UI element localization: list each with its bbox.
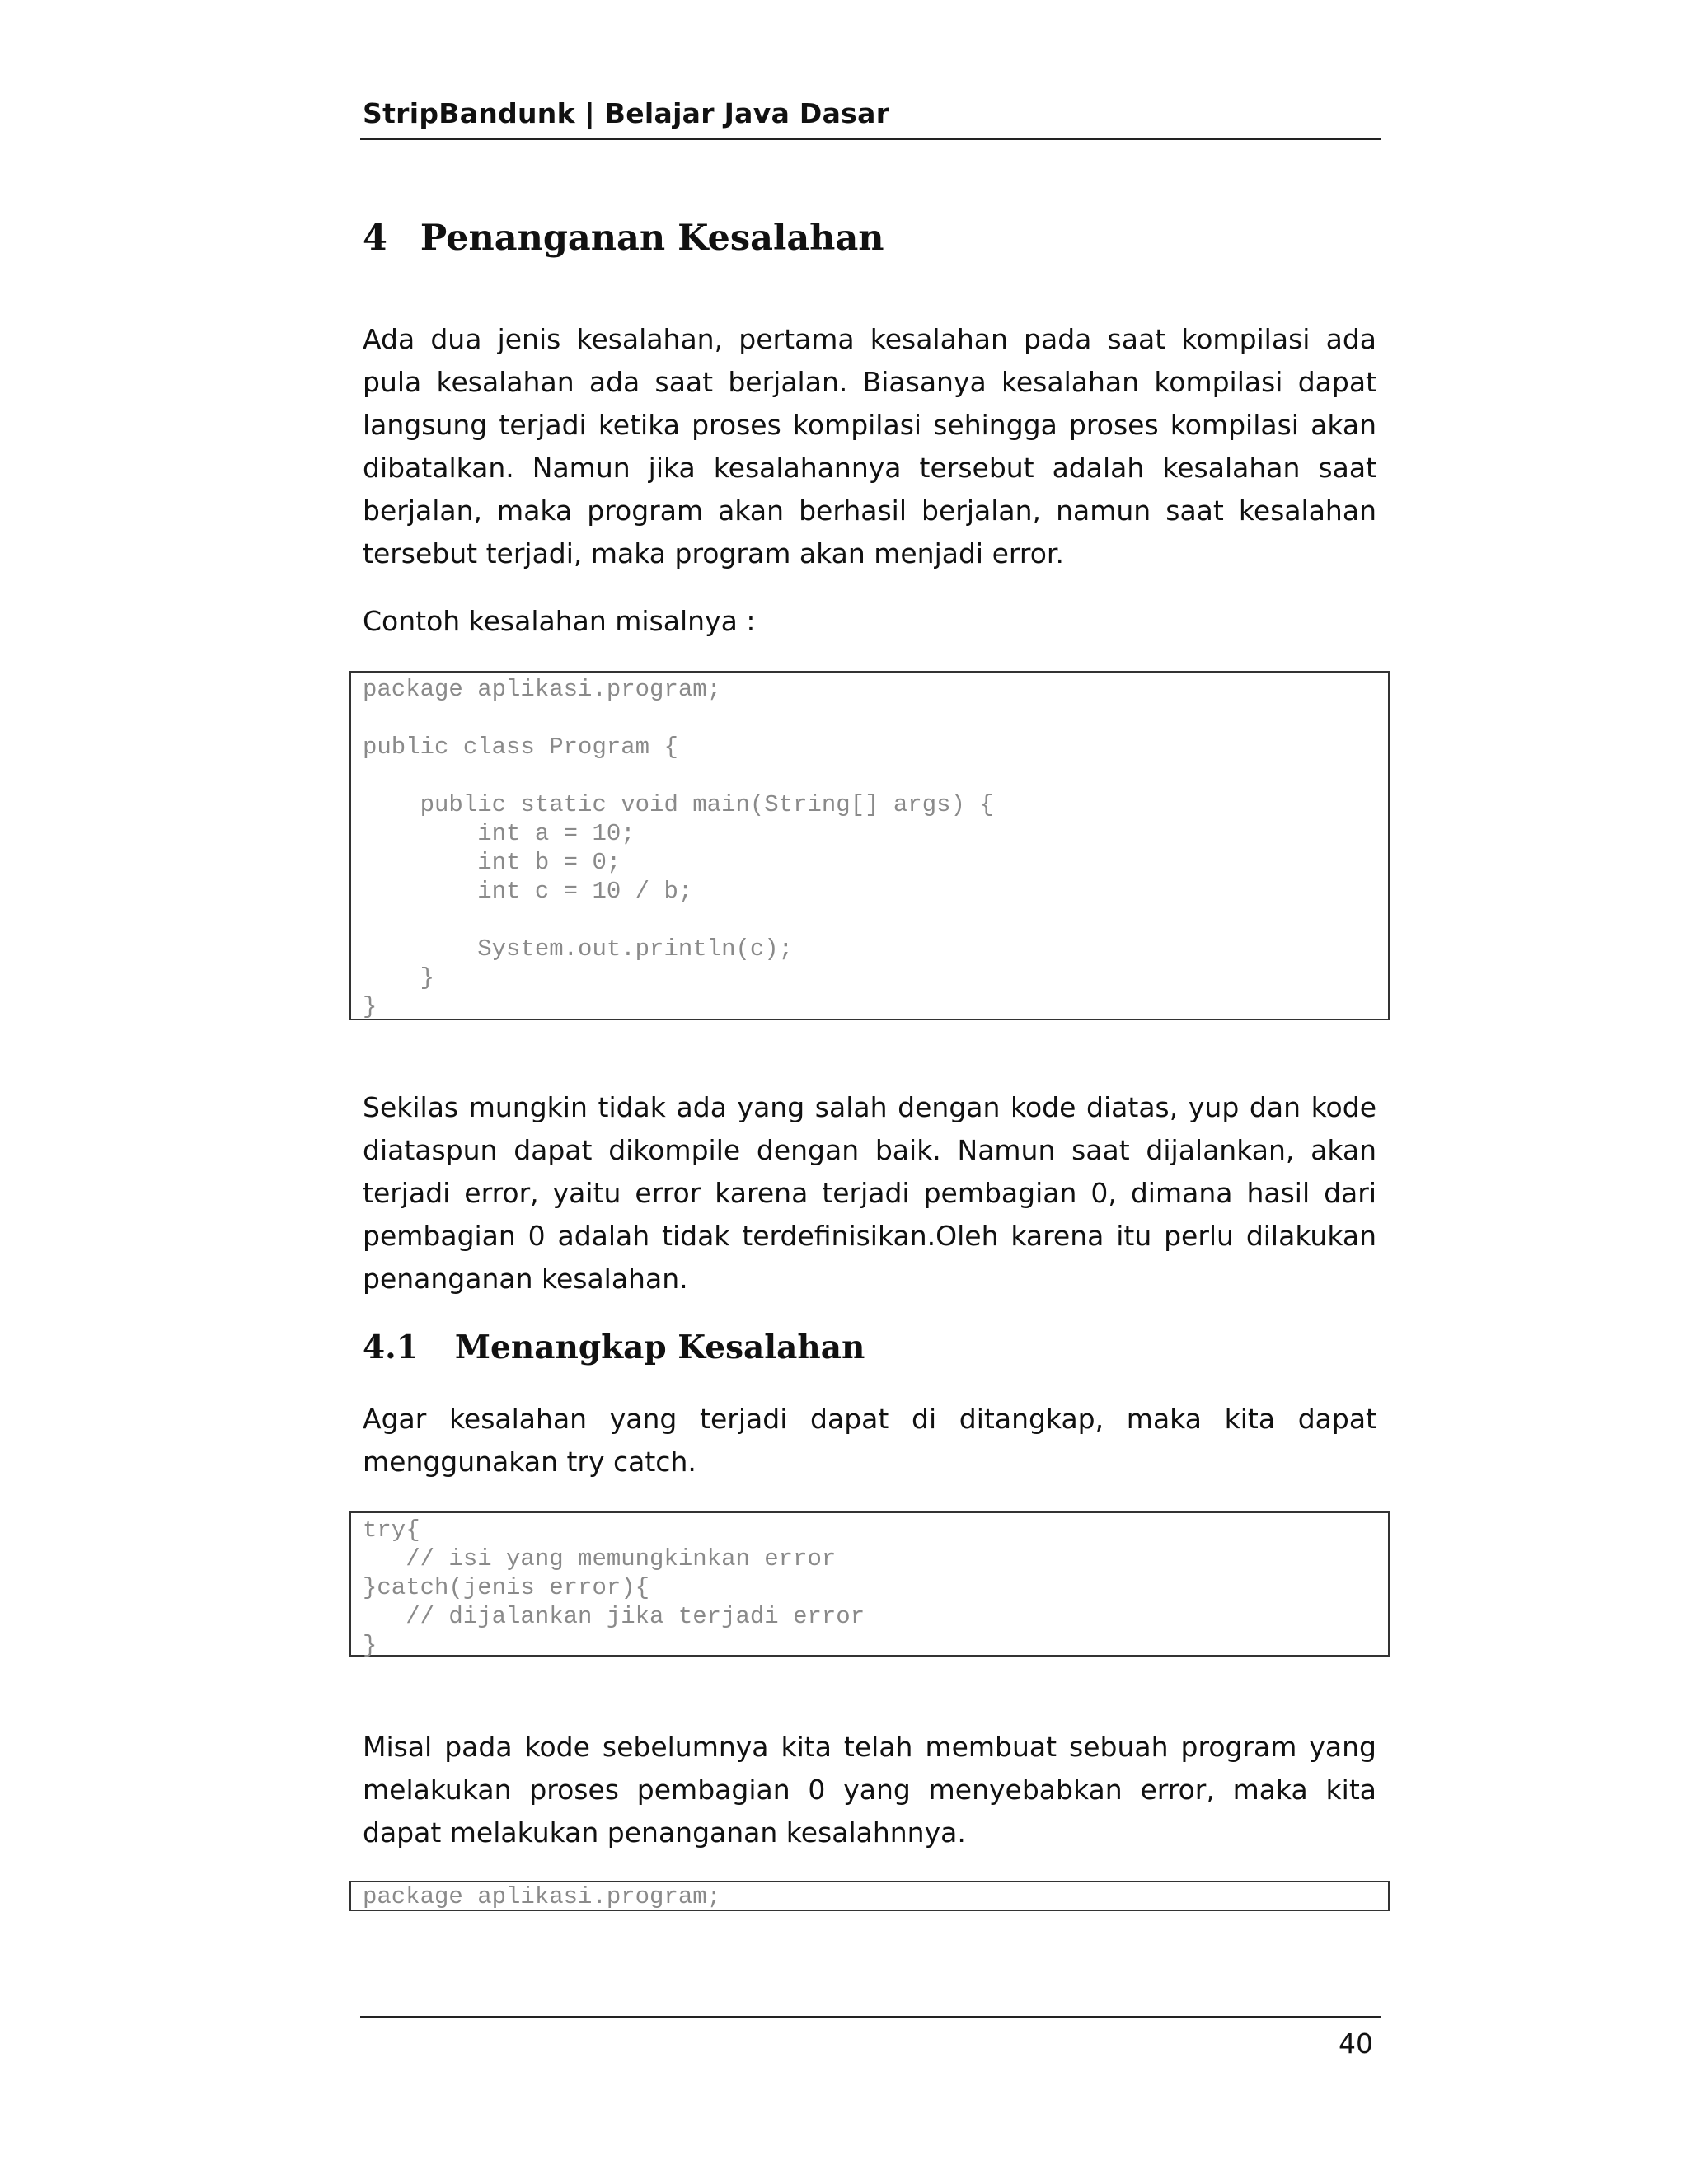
code-text: package aplikasi.program; public class Program { public static void main(String[] args) { int a = 10; int b = 0; int c = 10 / b; System.out.println(c); } } [363,676,994,1020]
section-title [363,1329,865,1366]
try-catch-intro-paragraph: Agar kesalahan yang terjadi dapat di ditangkap, maka kita dapat menggunakan try catch. [363,1403,1376,1478]
code-block-handling-start [349,1881,1390,1911]
header-rule [360,138,1381,140]
handling-intro-paragraph: Misal pada kode sebelumnya kita telah membuat sebuah program yang melakukan proses pembagian 0 yang menyebabkan error, maka kita dapat melakukan penanganan kesalahnnya. [363,1731,1376,1849]
intro-paragraph: Ada dua jenis kesalahan, pertama kesalahan pada saat kompilasi ada pula kesalahan ada saat berjalan. Biasanya kesalahan kompilasi dapat langsung terjadi ketika proses kompilasi sehingga proses kompilasi akan dibatalkan. Namun jika kesalahannya tersebut adalah kesalahan saat berjalan, maka program akan berhasil berjalan, namun saat kesalahan tersebut terjadi, maka program akan menjadi error. [363,323,1376,569]
running-header: StripBandunk | Belajar Java Dasar [363,97,890,129]
chapter-number: 4 [363,218,387,259]
code-block-try-catch-syntax [349,1511,1390,1657]
explanation-paragraph: Sekilas mungkin tidak ada yang salah dengan kode diatas, yup dan kode diataspun dapat dikompile dengan baik. Namun saat dijalankan, akan terjadi error, yaitu error karena terjadi pembagian 0, dimana hasil dari pembagian 0 adalah tidak terdefinisikan.Oleh karena itu perlu dilakukan penanganan kesalahan. [363,1091,1376,1295]
example-intro-paragraph: Contoh kesalahan misalnya : [363,605,756,637]
footer-rule [360,2016,1381,2018]
section-number: 4.1 [363,1329,419,1366]
section-title-text: Menangkap Kesalahan [454,1329,865,1366]
code-text: package aplikasi.program; [363,1883,722,1910]
code-block-division-example [349,671,1390,1020]
chapter-title [363,218,884,259]
page-number: 40 [1339,2027,1373,2060]
chapter-title-text: Penanganan Kesalahan [420,218,884,259]
code-text: try{ // isi yang memungkinkan error }catch(jenis error){ // dijalankan jika terjadi error } [363,1516,865,1659]
